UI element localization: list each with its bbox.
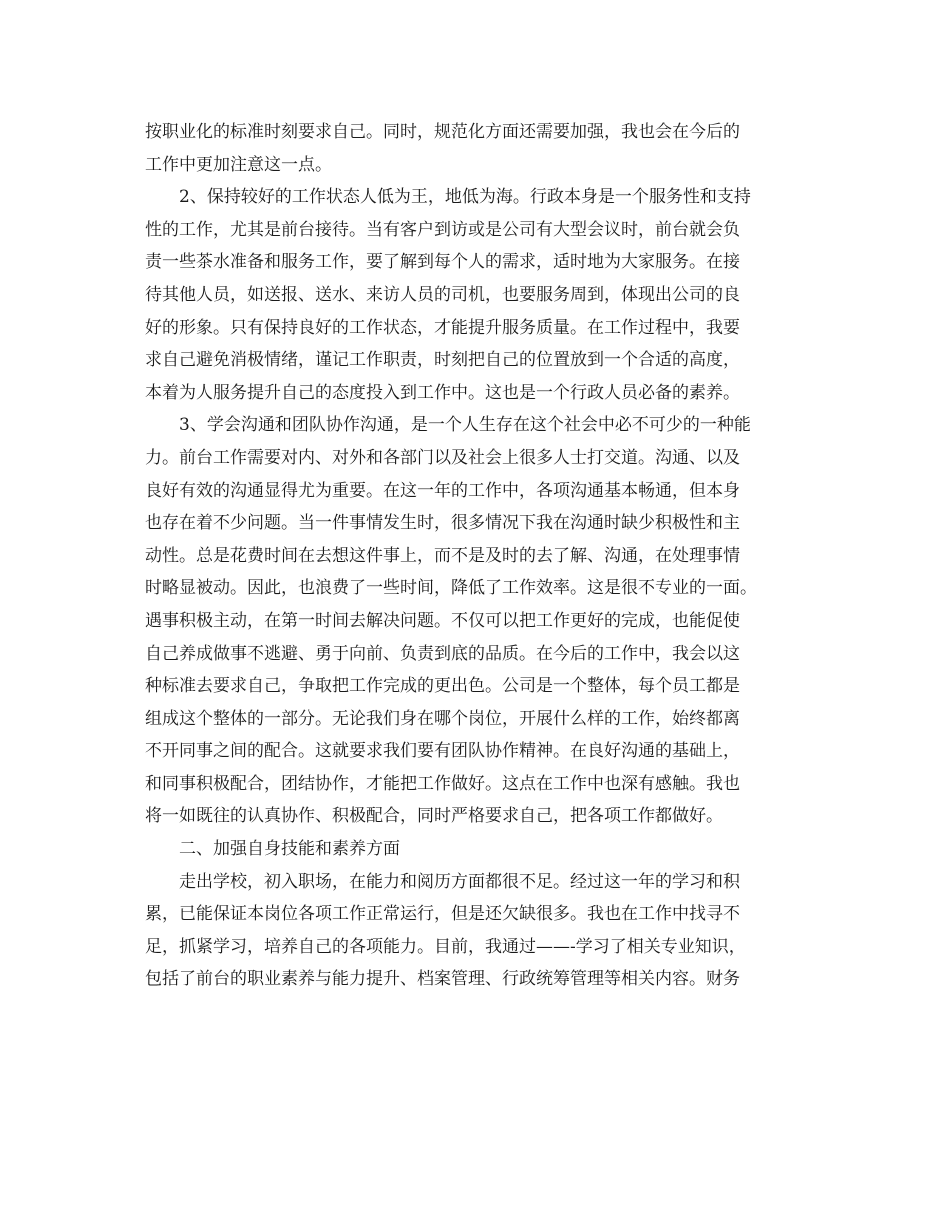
text-line: 累，已能保证本岗位各项工作正常运行，但是还欠缺很多。我也在工作中找寻不 xyxy=(145,904,740,925)
text-line: 时略显被动。因此，也浪费了一些时间，降低了工作效率。这是很不专业的一面。 xyxy=(145,578,757,599)
text-line: 动性。总是花费时间在去想这件事上，而不是及时的去了解、沟通，在处理事情 xyxy=(145,545,740,566)
text-line: 也存在着不少问题。当一件事情发生时，很多情况下我在沟通时缺少积极性和主 xyxy=(145,513,740,534)
text-line: 将一如既往的认真协作、积极配合，同时严格要求自己，把各项工作都做好。 xyxy=(145,806,723,827)
text-line: 不开同事之间的配合。这就要求我们要有团队协作精神。在良好沟通的基础上， xyxy=(145,741,740,762)
document-body xyxy=(145,116,805,996)
text-line: 遇事积极主动，在第一时间去解决问题。不仅可以把工作更好的完成，也能促使 xyxy=(145,610,740,631)
text-line: 工作中更加注意这一点。 xyxy=(145,154,332,175)
text-line: 按职业化的标准时刻要求自己。同时，规范化方面还需要加强，我也会在今后的 xyxy=(145,122,740,142)
paragraph-start-line: 3、学会沟通和团队协作沟通，是一个人生存在这个社会中必不可少的一种能 xyxy=(179,415,751,436)
text-line: 责一些茶水准备和服务工作，要了解到每个人的需求，适时地为大家服务。在接 xyxy=(145,252,740,273)
text-line: 求自己避免消极情绪，谨记工作职责，时刻把自己的位置放到一个合适的高度， xyxy=(145,350,740,371)
text-line: 待其他人员，如送报、送水、来访人员的司机，也要服务周到，体现出公司的良 xyxy=(145,284,740,305)
text-line: 性的工作，尤其是前台接待。当有客户到访或是公司有大型会议时，前台就会负 xyxy=(145,219,740,240)
text-line: 力。前台工作需要对内、对外和各部门以及社会上很多人士打交道。沟通、以及 xyxy=(145,447,740,468)
paragraph-start-line: 二、加强自身技能和素养方面 xyxy=(179,839,400,860)
text-line: 种标准去要求自己，争取把工作完成的更出色。公司是一个整体，每个员工都是 xyxy=(145,676,740,697)
text-line: 和同事积极配合，团结协作，才能把工作做好。这点在工作中也深有感触。我也 xyxy=(145,773,740,794)
paragraph-start-line: 走出学校，初入职场，在能力和阅历方面都很不足。经过这一年的学习和积 xyxy=(179,871,740,892)
text-line: 包括了前台的职业素养与能力提升、档案管理、行政统筹管理等相关内容。财务 xyxy=(145,969,740,990)
text-line: 组成这个整体的一部分。无论我们身在哪个岗位，开展什么样的工作，始终都离 xyxy=(145,708,740,729)
text-line: 好的形象。只有保持良好的工作状态，才能提升服务质量。在工作过程中，我要 xyxy=(145,317,740,338)
paragraph-start-line: 2、保持较好的工作状态人低为王，地低为海。行政本身是一个服务性和支持 xyxy=(179,187,751,208)
text-line: 良好有效的沟通显得尤为重要。在这一年的工作中，各项沟通基本畅通，但本身 xyxy=(145,480,740,501)
text-line: 本着为人服务提升自己的态度投入到工作中。这也是一个行政人员必备的素养。 xyxy=(145,382,740,403)
text-line: 自己养成做事不逃避、勇于向前、负责到底的品质。在今后的工作中，我会以这 xyxy=(145,643,740,664)
text-line: 足，抓紧学习，培养自己的各项能力。目前，我通过——-学习了相关专业知识， xyxy=(145,936,746,957)
